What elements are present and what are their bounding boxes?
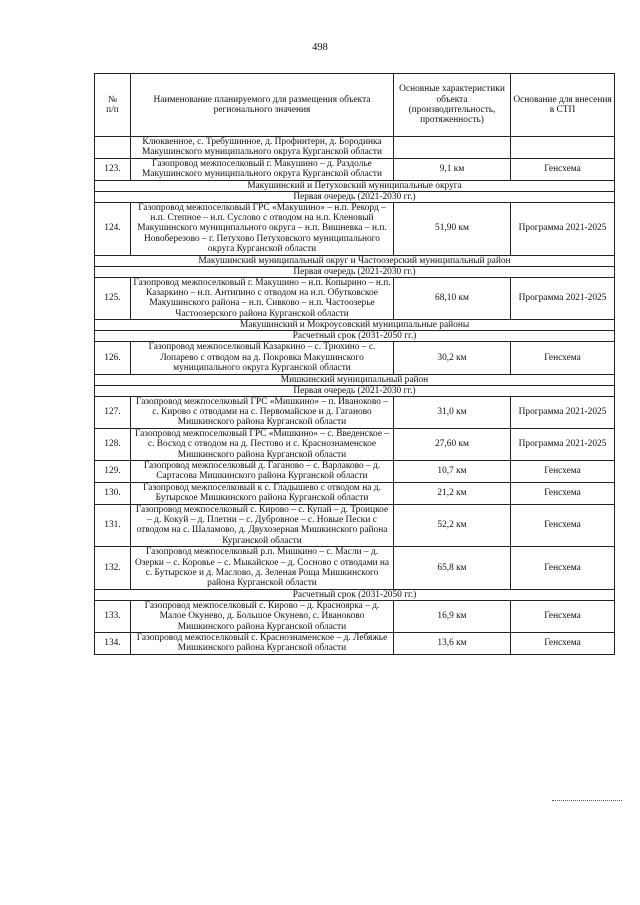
object-basis [511,137,615,159]
section-row [95,266,615,277]
section-title: Макушинский и Мокроусовский муниципальные районы [95,320,615,331]
header-characteristics: Основные характеристики объекта (производительность, протяженность) [394,74,511,137]
section-row [95,180,615,191]
object-basis: Генсхема [511,504,615,547]
table-row [95,137,615,159]
object-length: 68,10 км [394,277,511,320]
object-length: 31,0 км [394,396,511,428]
section-title: Макушинский и Петуховский муниципальные округа [95,180,615,191]
table-row [95,504,615,547]
table-row [95,342,615,374]
object-name: Газопровод межпоселковый г. Макушино – н.п. Копырино – н.п. Казаркино – н.п. Антипино с отводом на н.п. Обутковское Макушинского района – н.п. Сивково – н.п. Частоозерье Частоозерского района Курганской области [131,277,394,320]
row-number: 134. [95,633,131,655]
section-title: Мишкинский муниципальный район [95,374,615,385]
row-number: 123. [95,158,131,180]
section-title: Макушинский муниципальный округ и Частоозерский муниципальный район [95,255,615,266]
object-basis: Генсхема [511,633,615,655]
table-row [95,460,615,482]
object-length: 9,1 км [394,158,511,180]
table-header [95,74,615,137]
table-row [95,600,615,632]
row-number: 124. [95,202,131,255]
section-row [95,331,615,342]
object-length: 30,2 км [394,342,511,374]
section-title: Расчетный срок (2031-2050 гг.) [95,589,615,600]
section-title: Расчетный срок (2031-2050 гг.) [95,331,615,342]
object-length: 51,90 км [394,202,511,255]
object-basis: Генсхема [511,460,615,482]
object-name: Газопровод межпоселковый с. Кирово – с. Купай – д. Троицкое – д. Кокуй – д. Плетни – с. Дубровное – с. Новые Пески с отводом на с. Шаламово, д. Двухозерная Мишкинского района Курганской области [131,504,394,547]
object-name: Газопровод межпоселковый с. Краснознаменское – д. Лебяжье Мишкинского района Курганской области [131,633,394,655]
object-name: Газопровод межпоселковый р.п. Мишкино – с. Масли – д. Озерки – с. Коровье – с. Мыкайское – д. Сосново с отводами на с. Бутырское и д. Маслово, д. Зеленая Роща Мишкинского района Курганской области [131,547,394,590]
row-number: 129. [95,460,131,482]
object-length: 52,2 км [394,504,511,547]
object-basis: Генсхема [511,547,615,590]
object-name: Клюквенное, с. Требушинное, д. Профинтерн, д. Бородинка Макушинского муниципального округа Курганской области [131,137,394,159]
header-name: Наименование планируемого для размещения объекта регионального значения [131,74,394,137]
object-name: Газопровод межпоселковый д. Гаганово – с. Варлаково – д. Сартасова Мишкинского района Курганской области [131,460,394,482]
object-name: Газопровод межпоселковый к с. Гладышево с отводом на д. Бутырское Мишкинского района Курганской области [131,482,394,504]
row-number: 132. [95,547,131,590]
table-row [95,482,615,504]
margin-mark [552,800,622,804]
table-row [95,633,615,655]
object-basis: Генсхема [511,482,615,504]
object-name: Газопровод межпоселковый ГРС «Макушино» – н.п. Рекорд – н.п. Степное – н.п. Суслово с отводом на н.п. Кленовый Макушинского муниципального округа – н.п. Вишневка – н.п. Новоберезово – г. Петухово Петуховского муниципального округа Курганской области [131,202,394,255]
table-row [95,428,615,460]
object-name: Газопровод межпоселковый г. Макушино – д. Раздолье Макушинского муниципального округа Курганской области [131,158,394,180]
object-basis: Программа 2021-2025 [511,277,615,320]
table-row [95,547,615,590]
table-body [95,137,615,655]
section-title: Первая очередь (2021-2030 гг.) [95,385,615,396]
object-basis: Генсхема [511,600,615,632]
header-basis: Основание для внесения в СТП [511,74,615,137]
object-basis: Программа 2021-2025 [511,202,615,255]
section-title: Первая очередь (2021-2030 гг.) [95,191,615,202]
row-number: 126. [95,342,131,374]
section-title: Первая очередь (2021-2030 гг.) [95,266,615,277]
table-row [95,202,615,255]
object-length: 10,7 км [394,460,511,482]
object-basis: Генсхема [511,158,615,180]
object-name: Газопровод межпоселковый с. Кирово – д. Красноярка – д. Малое Окунево, д. Большое Окунево, с. Иваноково Мишкинского района Курганской области [131,600,394,632]
table-row [95,396,615,428]
object-length: 27,60 км [394,428,511,460]
table-row [95,277,615,320]
section-row [95,385,615,396]
object-length: 65,8 км [394,547,511,590]
row-number: 133. [95,600,131,632]
objects-table [94,73,615,655]
section-row [95,374,615,385]
section-row [95,320,615,331]
object-length: 21,2 км [394,482,511,504]
row-number [95,137,131,159]
row-number: 131. [95,504,131,547]
row-number: 127. [95,396,131,428]
row-number: 128. [95,428,131,460]
object-name: Газопровод межпоселковый ГРС «Мишкино» – п. Иваноково – с. Кирово с отводами на с. Первомайское и д. Гаганово Мишкинского района Курганской области [131,396,394,428]
object-basis: Программа 2021-2025 [511,428,615,460]
section-row [95,255,615,266]
row-number: 125. [95,277,131,320]
row-number: 130. [95,482,131,504]
header-num: № п/п [95,74,131,137]
page-number: 498 [312,42,328,53]
object-length [394,137,511,159]
object-basis: Генсхема [511,342,615,374]
object-length: 16,9 км [394,600,511,632]
object-name: Газопровод межпоселковый Казаркино – с. Трюхино – с. Лопарево с отводом на д. Покровка Макушинского муниципального округа Курганской области [131,342,394,374]
section-row [95,589,615,600]
section-row [95,191,615,202]
object-basis: Программа 2021-2025 [511,396,615,428]
object-length: 13,6 км [394,633,511,655]
table-row [95,158,615,180]
object-name: Газопровод межпоселковый ГРС «Мишкино» – с. Введенское – с. Восход с отводом на д. Пестово и с. Краснознаменское Мишкинского района Курганской области [131,428,394,460]
